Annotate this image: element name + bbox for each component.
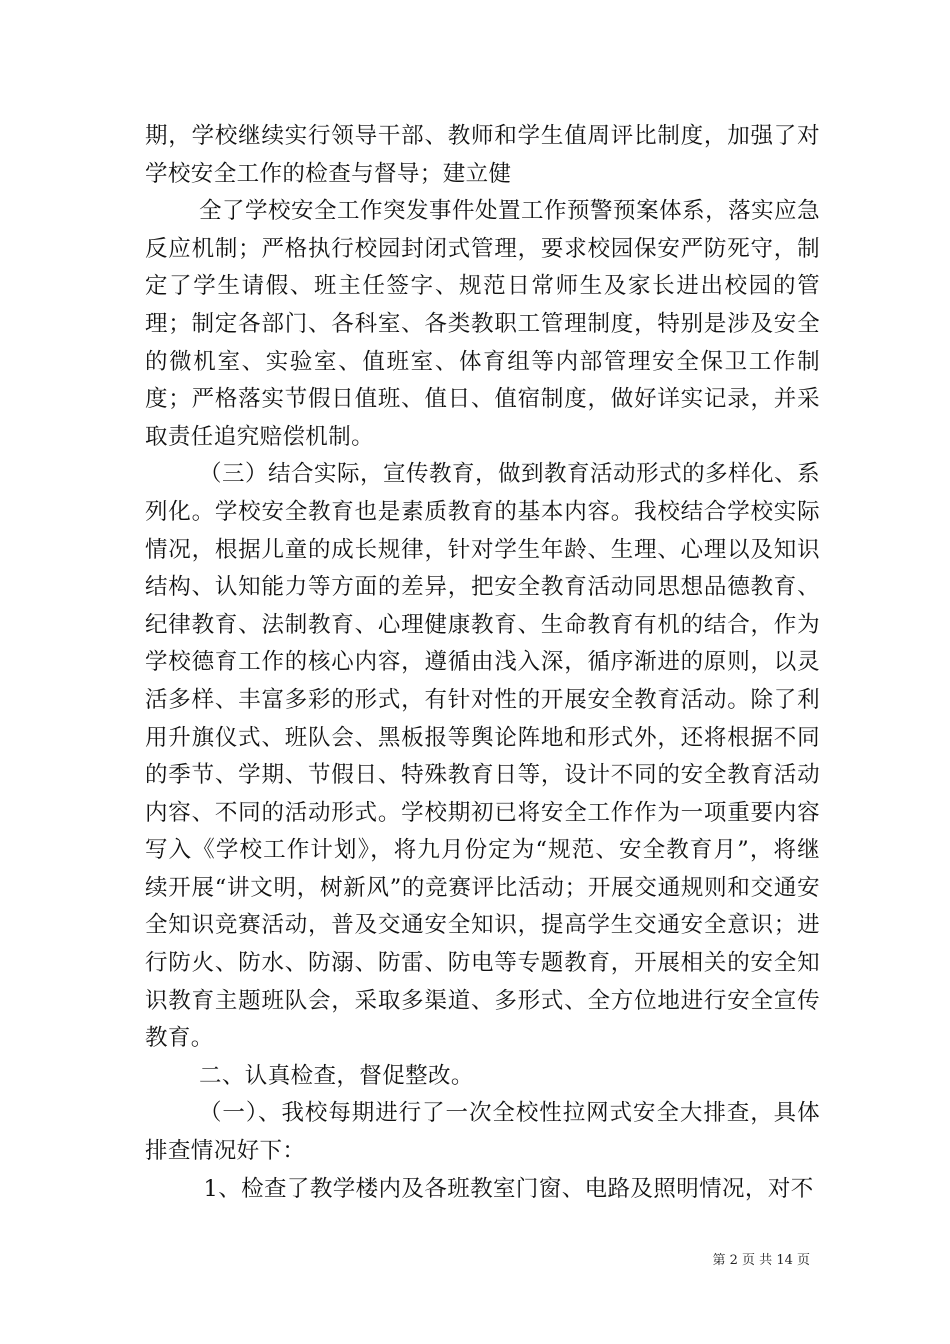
section-heading-2: 二、认真检查，督促整改。 (199, 1062, 474, 1089)
paragraph-2: 全了学校安全工作突发事件处置工作预警预案体系，落实应急反应机制；严格执行校园封闭式管理，要求校园保安严防死守，制定了学生请假、班主任签字、规范日常师生及家长进出校园的管理；制定各部门、各科室、各类教职工管理制度，特别是涉及安全的微机室、实验室、值班室、体育组等内部管理安全保卫工作制度；严格落实节假日值班、值日、值宿制度，做好详实记录，并采取责任追究赔偿机制。 (145, 198, 820, 450)
paragraph-4: （一）、我校每期进行了一次全校性拉网式安全大排查，具体排查情况好下： (145, 1100, 820, 1165)
document-body (145, 118, 820, 1208)
paragraph-5: 1、检查了教学楼内及各班教室门窗、电路及照明情况，对不 (203, 1175, 814, 1202)
paragraph-3: （三）结合实际，宣传教育，做到教育活动形式的多样化、系列化。学校安全教育也是素质教育的基本内容。我校结合学校实际情况，根据儿童的成长规律，针对学生年龄、生理、心理以及知识结构、认知能力等方面的差异，把安全教育活动同思想品德教育、纪律教育、法制教育、心理健康教育、生命教育有机的结合，作为学校德育工作的核心内容，遵循由浅入深，循序渐进的原则，以灵活多样、丰富多彩的形式，有针对性的开展安全教育活动。除了利用升旗仪式、班队会、黑板报等舆论阵地和形式外，还将根据不同的季节、学期、节假日、特殊教育日等，设计不同的安全教育活动内容、不同的活动形式。学校期初已将安全工作作为一项重要内容写入《学校工作计划》，将九月份定为“规范、安全教育月”，将继续开展“讲文明，树新风”的竞赛评比活动；开展交通规则和交通安全知识竞赛活动，普及交通安全知识，提高学生交通安全意识；进行防火、防水、防溺、防雷、防电等专题教育，开展相关的安全知识教育主题班队会，采取多渠道、多形式、全方位地进行安全宣传教育。 (145, 461, 820, 1052)
paragraph-1: 期，学校继续实行领导干部、教师和学生值周评比制度，加强了对学校安全工作的检查与督导；建立健 (145, 123, 820, 187)
page-number-footer: 第 2 页 共 14 页 (712, 1253, 810, 1268)
